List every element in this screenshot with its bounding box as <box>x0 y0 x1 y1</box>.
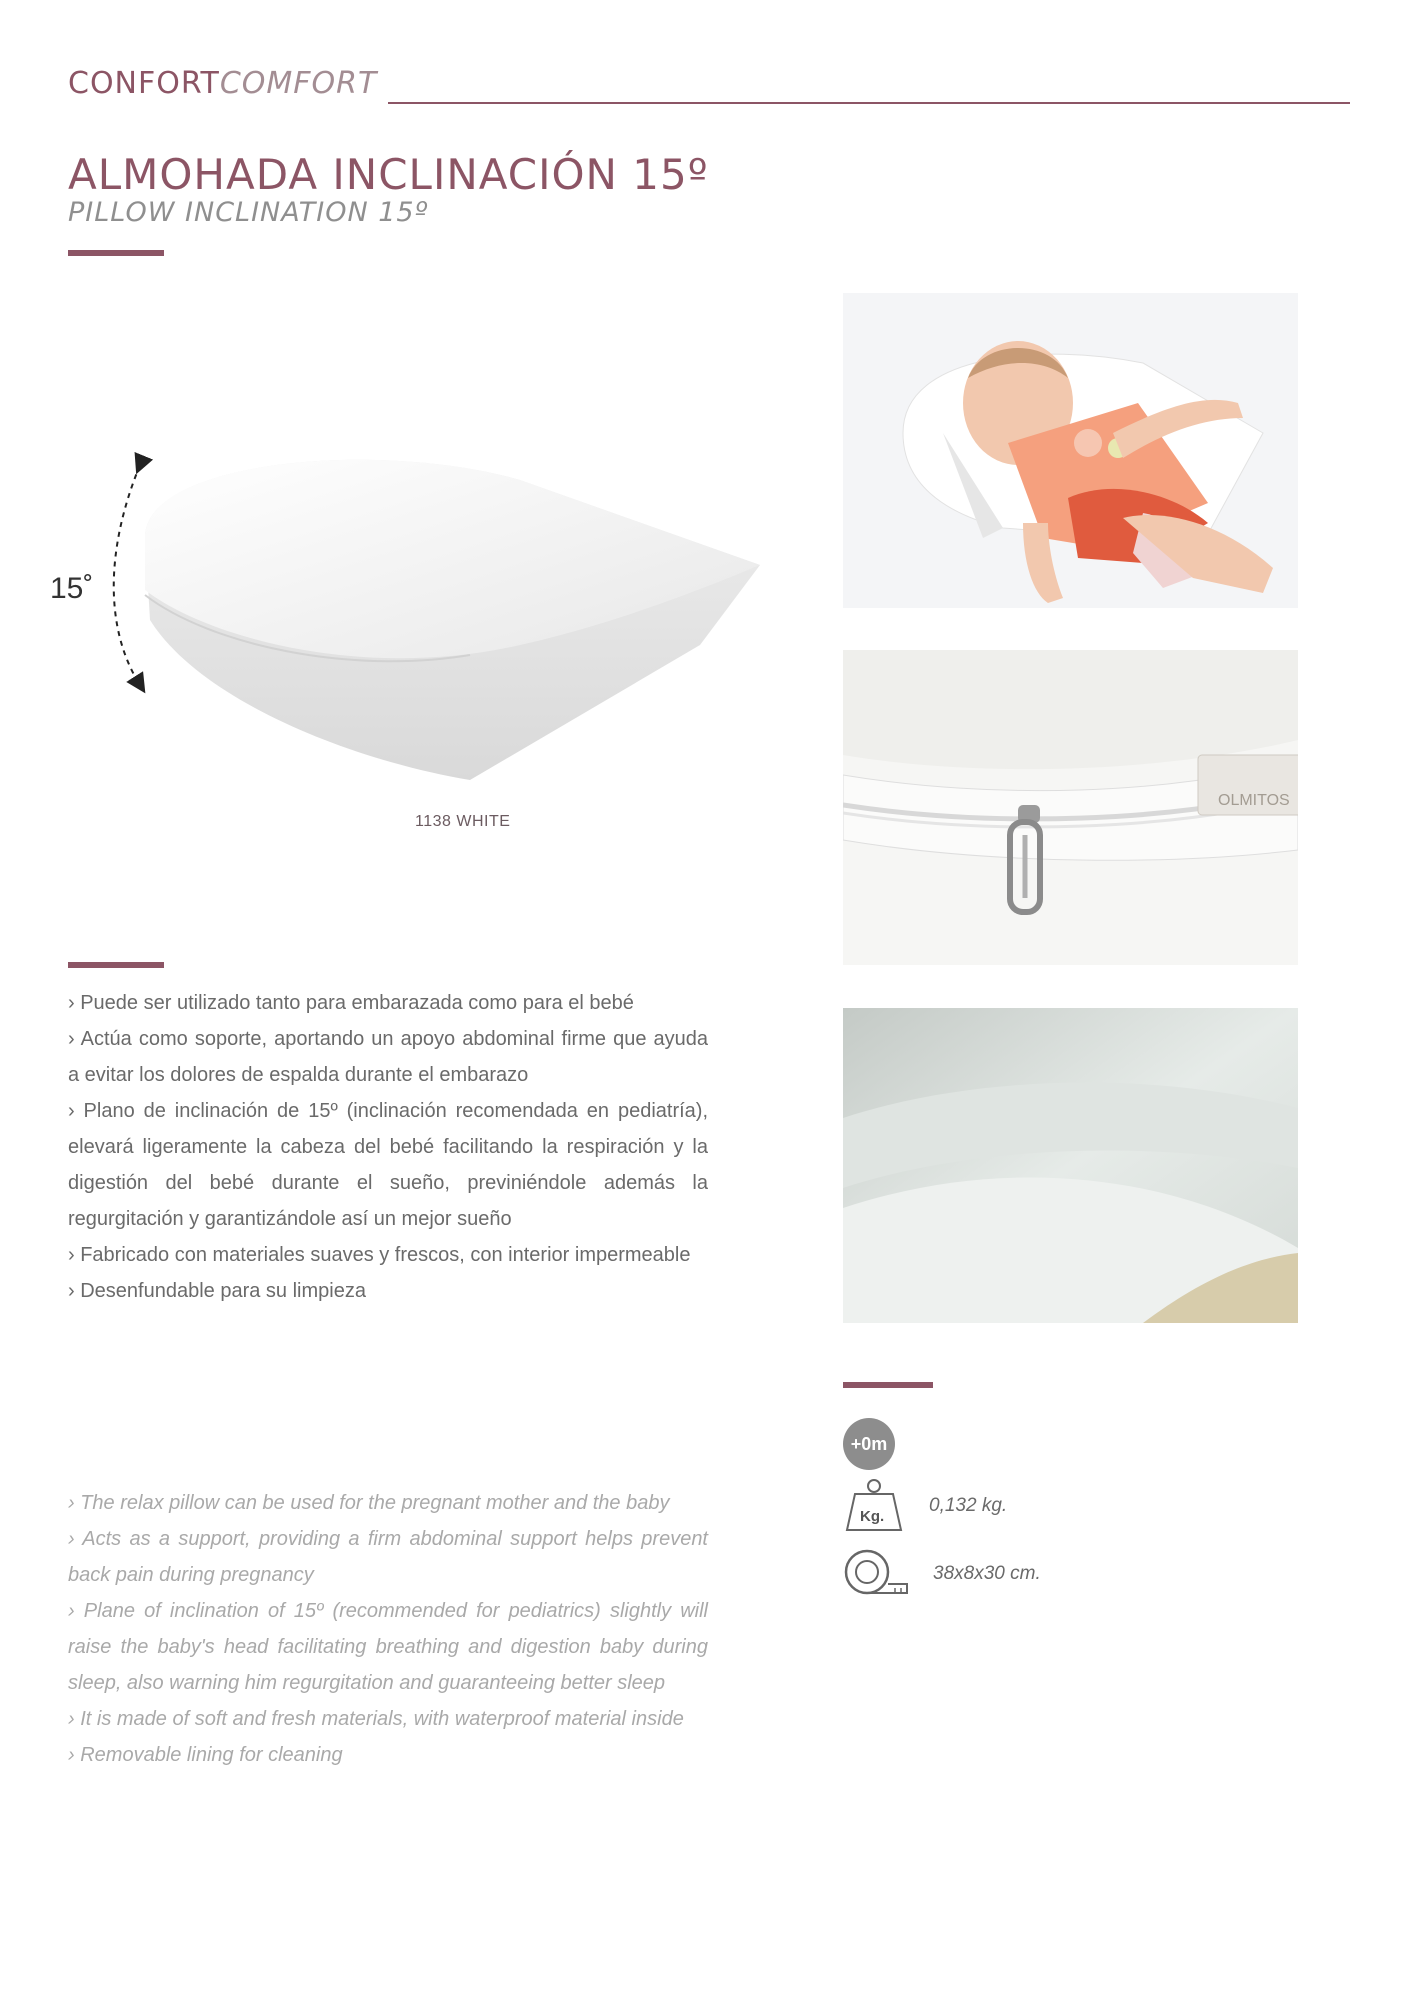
section-title-en: COMFORT <box>219 66 378 101</box>
description-en <box>68 1485 708 1773</box>
specs-accent-bar <box>843 1382 933 1388</box>
weight-value: 0,132 kg. <box>929 1495 1008 1516</box>
description-es-item: › Actúa como soporte, aportando un apoyo abdominal firme que ayuda a evitar los dolores de espalda durante el embarazo <box>68 1028 708 1086</box>
header-divider <box>388 102 1350 104</box>
description-es-item: › Plano de inclinación de 15º (inclinación recomendada en pediatría), elevará ligeramente la cabeza del bebé facilitando la respiración y la digestión del bebé durante el sueño, previniéndole además la regurgitación y garantizándole así un mejor sueño <box>68 1100 708 1230</box>
zipper-photo <box>843 650 1298 965</box>
weight-icon-label: Kg. <box>860 1508 885 1525</box>
dimensions-value: 38x8x30 cm. <box>933 1563 1041 1584</box>
description-en-item: › Removable lining for cleaning <box>68 1744 343 1766</box>
description-es-item: › Puede ser utilizado tanto para embarazada como para el bebé <box>68 992 634 1014</box>
section-title-es: CONFORT <box>68 66 220 101</box>
tape-measure-icon <box>843 1548 909 1600</box>
age-badge: +0m <box>843 1418 895 1470</box>
description-accent-bar <box>68 962 164 968</box>
weight-spec <box>843 1478 1007 1534</box>
weight-icon <box>843 1478 905 1534</box>
baby-photo <box>843 293 1298 608</box>
dimensions-spec <box>843 1548 1041 1600</box>
description-es-item: › Fabricado con materiales suaves y frescos, con interior impermeable <box>68 1244 691 1266</box>
angle-label: 15˚ <box>50 572 94 605</box>
section-header <box>68 66 377 101</box>
description-es <box>68 985 708 1309</box>
description-en-item: › It is made of soft and fresh materials, with waterproof material inside <box>68 1708 684 1730</box>
fabric-photo <box>843 1008 1298 1323</box>
zipper-label-text: OLMITOS <box>1218 792 1290 809</box>
description-en-item: › Plane of inclination of 15º (recommended for pediatrics) slightly will raise the baby's head facilitating breathing and digestion baby during sleep, also warning him regurgitation and guaranteeing better sleep <box>68 1600 708 1694</box>
title-accent-bar <box>68 250 164 256</box>
product-caption: 1138 WHITE <box>415 813 511 830</box>
description-es-item: › Desenfundable para su limpieza <box>68 1280 366 1302</box>
age-spec <box>843 1418 895 1470</box>
product-subtitle: PILLOW INCLINATION 15º <box>68 197 429 228</box>
product-title: ALMOHADA INCLINACIÓN 15º <box>68 150 709 199</box>
description-en-item: › The relax pillow can be used for the pregnant mother and the baby <box>68 1492 670 1514</box>
wedge-pillow-image <box>50 440 770 800</box>
description-en-item: › Acts as a support, providing a firm abdominal support helps prevent back pain during pregnancy <box>68 1528 708 1586</box>
